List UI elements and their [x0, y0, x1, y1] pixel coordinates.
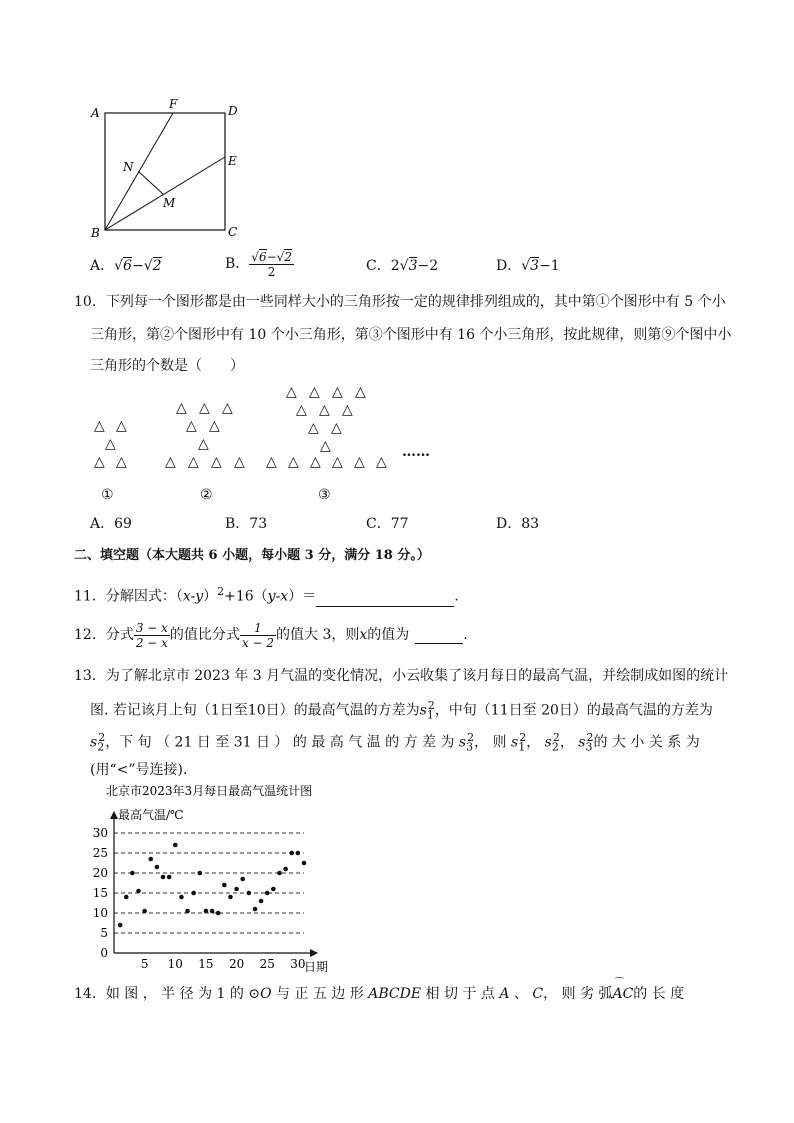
fig-label-2: ②	[200, 487, 213, 503]
q13-line4: (用“<”号连接).	[90, 762, 188, 778]
triangle: △	[116, 418, 127, 434]
q9-option-c: C．2√3−2	[366, 258, 439, 274]
y-tick-label: 5	[100, 926, 108, 940]
triangle: △	[296, 402, 307, 418]
data-point	[277, 871, 282, 876]
q9-option-b: B． $\frac{√6-√2}{2}$	[225, 249, 292, 279]
triangle: △	[209, 418, 220, 434]
data-point	[142, 909, 147, 914]
data-point	[240, 877, 245, 882]
data-point	[289, 851, 294, 856]
fig-label-1: ①	[101, 487, 114, 503]
q14: 14．如 图 ， 半 径 为 1 的 ⊙O 与 正 五 边 形 ABCDE 相 切 于 点 A 、 C， 则 劣 弧 ⌒ AC的 长 度	[74, 978, 685, 1002]
triangle: △	[186, 418, 197, 434]
triangle-patterns	[88, 382, 468, 482]
y-axis-arrow	[110, 811, 118, 819]
label-a: A	[91, 106, 100, 120]
chart-xlabel: 日期	[304, 960, 329, 974]
triangle: △	[94, 418, 105, 434]
triangle: △	[342, 402, 353, 418]
data-point	[179, 895, 184, 900]
q10-option-c: C．77	[366, 516, 409, 532]
q10-option-a: A．69	[90, 516, 132, 532]
q10-line3: 三角形的个数是（ ）	[90, 358, 244, 374]
triangle: △	[308, 420, 319, 436]
q13-line2: 图. 若记该月上旬（1日至10日）的最高气温的方差为$s_1^2$，中旬（11日至 20日）的最高气温的方差为	[90, 699, 713, 722]
label-f: F	[169, 97, 178, 111]
data-point	[148, 857, 153, 862]
data-point	[173, 843, 178, 848]
data-point	[216, 911, 221, 916]
triangle: △	[198, 436, 209, 452]
x-tick-label: 20	[228, 957, 245, 971]
data-point	[283, 867, 288, 872]
data-point	[136, 889, 141, 894]
triangle: △	[331, 420, 342, 436]
triangle: △	[222, 400, 233, 416]
label-c: C	[228, 225, 238, 239]
y-tick-label: 15	[92, 886, 108, 900]
data-point	[247, 891, 252, 896]
data-point	[191, 891, 196, 896]
triangle: △	[309, 384, 320, 400]
data-point	[228, 895, 233, 900]
data-point	[124, 895, 129, 900]
triangle: △	[332, 454, 343, 470]
chart-x-ticks	[141, 957, 306, 971]
label-m: M	[163, 196, 176, 210]
fraction: $\frac{√6-√2}{2}$	[251, 249, 292, 279]
q10-line1: 10．下列每一个图形都是由一些同样大小的三角形按一定的规律排列组成的，其中第①个图形中有 5 个小	[74, 294, 726, 310]
triangle: △	[165, 454, 176, 470]
q13-line3: $s_2^2$，下 旬 （ 21 日 至 31 日 ） 的 最 高 气 温 的 方 差 为 $s_3^2$， 则 $s_1^2$， $s_2^2$， $s_3^2$的 大 小 关 系 为	[90, 731, 700, 754]
triangle: △	[354, 454, 365, 470]
triangle: △	[310, 454, 321, 470]
y-tick-label: 25	[92, 846, 108, 860]
data-point	[118, 923, 123, 928]
line-nm	[138, 171, 163, 194]
data-point	[198, 871, 203, 876]
triangle: △	[319, 402, 330, 418]
x-tick-label: 25	[259, 957, 275, 971]
chart-title: 北京市2023年3月每日最高气温统计图	[106, 784, 313, 798]
triangle: △	[286, 384, 297, 400]
data-point	[234, 887, 239, 892]
data-point	[265, 891, 270, 896]
triangle: △	[332, 384, 343, 400]
arc-label: ⌒ AC	[612, 978, 634, 1002]
triangle: △	[288, 454, 299, 470]
data-point	[161, 875, 166, 880]
q10-line2: 三角形，第②个图形中有 10 个小三角形，第③个图形中有 16 个小三角形，按此规律，则第⑨个图中小	[90, 327, 732, 343]
data-point	[253, 907, 258, 912]
data-point	[271, 887, 276, 892]
x-tick-label: 15	[198, 957, 214, 971]
square-figure	[85, 95, 245, 245]
section-title: 二、填空题（本大题共 6 小题，每小题 3 分，满分 18 分。）	[74, 548, 430, 563]
x-tick-label: 30	[290, 957, 306, 971]
triangle: △	[355, 384, 366, 400]
triangle: △	[94, 454, 105, 470]
q10-option-b: B．73	[225, 516, 268, 532]
triangle: △	[188, 454, 199, 470]
chart-y-ticks	[93, 826, 108, 960]
triangle: △	[234, 454, 245, 470]
x-tick-label: 10	[167, 957, 183, 971]
fraction: $\frac{3 - x}{2 - x}$	[135, 620, 168, 650]
fraction: $\frac{1}{x - 2}$	[241, 620, 275, 650]
y-tick-label: 10	[92, 906, 108, 920]
data-point	[302, 861, 307, 866]
data-point	[185, 909, 190, 914]
triangle: △	[116, 454, 127, 470]
y-tick-label: 0	[100, 946, 108, 960]
triangle: △	[176, 400, 187, 416]
data-point	[155, 865, 160, 870]
q9-option-a: A．√6−√2	[90, 258, 162, 274]
x-axis-arrow	[310, 949, 318, 957]
triangle: △	[266, 454, 277, 470]
q13-line1: 13．为了解北京市 2023 年 3 月气温的变化情况，小云收集了该月每日的最高气温，并绘制成如图的统计	[74, 668, 729, 684]
q12: 12．分式 $\frac{3 - x}{2 - x}$ 的值比分式 $\frac{1}{x - 2}$ 的值大 3，则 x 的值为 .	[74, 620, 468, 650]
data-point	[222, 883, 227, 888]
triangle: △	[211, 454, 222, 470]
data-point	[130, 871, 135, 876]
label-e: E	[228, 154, 237, 168]
chart-grid	[114, 833, 304, 933]
q10-option-d: D．83	[496, 516, 540, 532]
fig-label-3: ③	[318, 487, 331, 503]
label-d: D	[228, 104, 238, 118]
data-point	[210, 909, 215, 914]
triangle: △	[199, 400, 210, 416]
data-point	[296, 851, 301, 856]
triangle: △	[376, 454, 387, 470]
data-point	[204, 909, 209, 914]
triangle: △	[105, 436, 116, 452]
temperature-chart	[80, 782, 360, 982]
label-n: N	[123, 160, 134, 174]
q11: 11．分解因式：$(x-y)^2+16(y-x)=$ .	[74, 585, 459, 605]
x-tick-label: 5	[140, 957, 149, 971]
y-tick-label: 20	[92, 866, 108, 880]
chart-ylabel: 最高气温/℃	[118, 808, 184, 822]
data-point	[167, 875, 172, 880]
answer-blank	[316, 590, 454, 607]
triangle: △	[320, 438, 331, 454]
ellipsis: ……	[402, 444, 430, 460]
chart-points	[118, 843, 306, 928]
answer-blank	[415, 627, 463, 644]
q9-option-d: D．√3−1	[496, 258, 560, 274]
label-b: B	[91, 226, 100, 240]
data-point	[259, 899, 264, 904]
y-tick-label: 30	[92, 826, 108, 840]
